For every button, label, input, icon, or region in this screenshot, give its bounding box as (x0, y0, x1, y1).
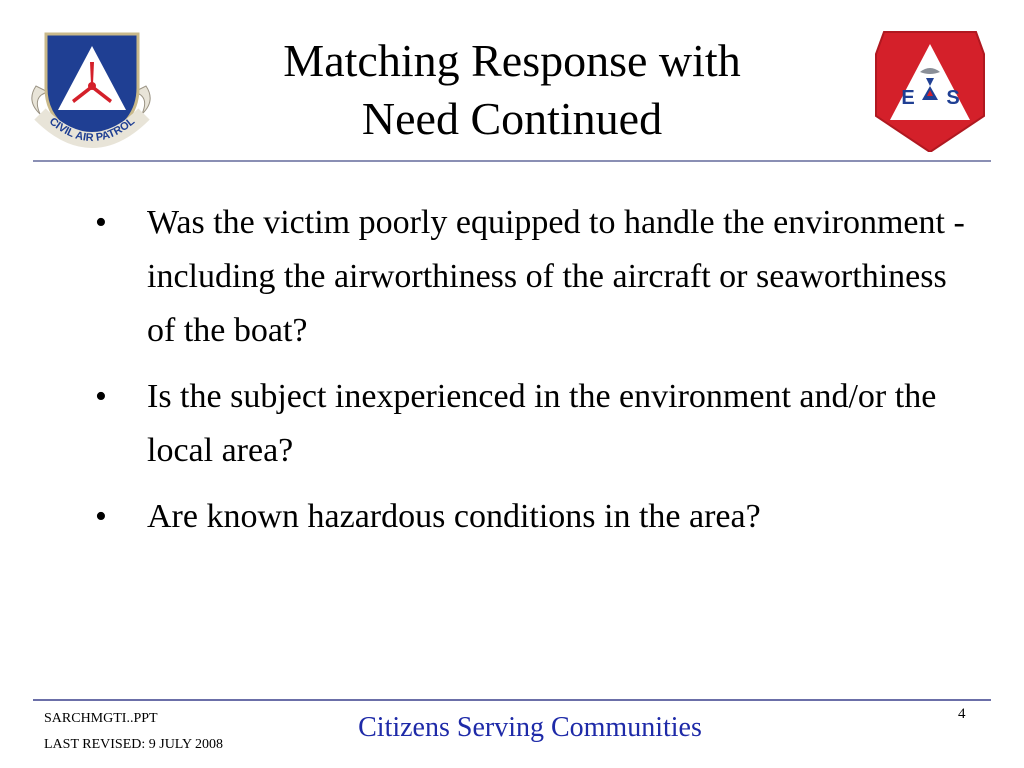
bullet-marker: • (95, 204, 107, 241)
es-logo-letter-e: E (901, 87, 915, 109)
footer-info (44, 708, 223, 760)
bullet-item (95, 370, 975, 478)
slide-title (200, 32, 824, 148)
bullet-item (95, 490, 975, 544)
bullet-list (95, 196, 975, 556)
es-logo-letter-s: S (946, 87, 960, 109)
bullet-item (95, 196, 975, 358)
slide-title-line-2: Need Continued (361, 93, 663, 144)
emergency-services-logo (870, 24, 990, 152)
bullet-marker: • (95, 378, 107, 415)
page-number: 4 (958, 706, 966, 722)
footer-filename: SARCHMGTI..PPT (44, 711, 158, 726)
title-divider (33, 160, 991, 162)
civil-air-patrol-logo (26, 26, 156, 152)
bullet-text: Are known hazardous conditions in the area? (147, 498, 761, 535)
footer-revised-date: LAST REVISED: 9 JULY 2008 (44, 737, 224, 752)
footer-divider (33, 699, 991, 701)
civil-air-patrol-ribbon-text: CIVIL AIR PATROL (46, 115, 138, 145)
bullet-text: Was the victim poorly equipped to handle the environment - including the airworthiness of the aircraft or seaworthiness of the boat? (147, 204, 965, 349)
bullet-text: Is the subject inexperienced in the environment and/or the local area? (147, 378, 937, 469)
footer-motto: Citizens Serving Communities (358, 712, 702, 743)
slide-title-line-1: Matching Response with (283, 35, 741, 86)
bullet-marker: • (95, 498, 107, 535)
